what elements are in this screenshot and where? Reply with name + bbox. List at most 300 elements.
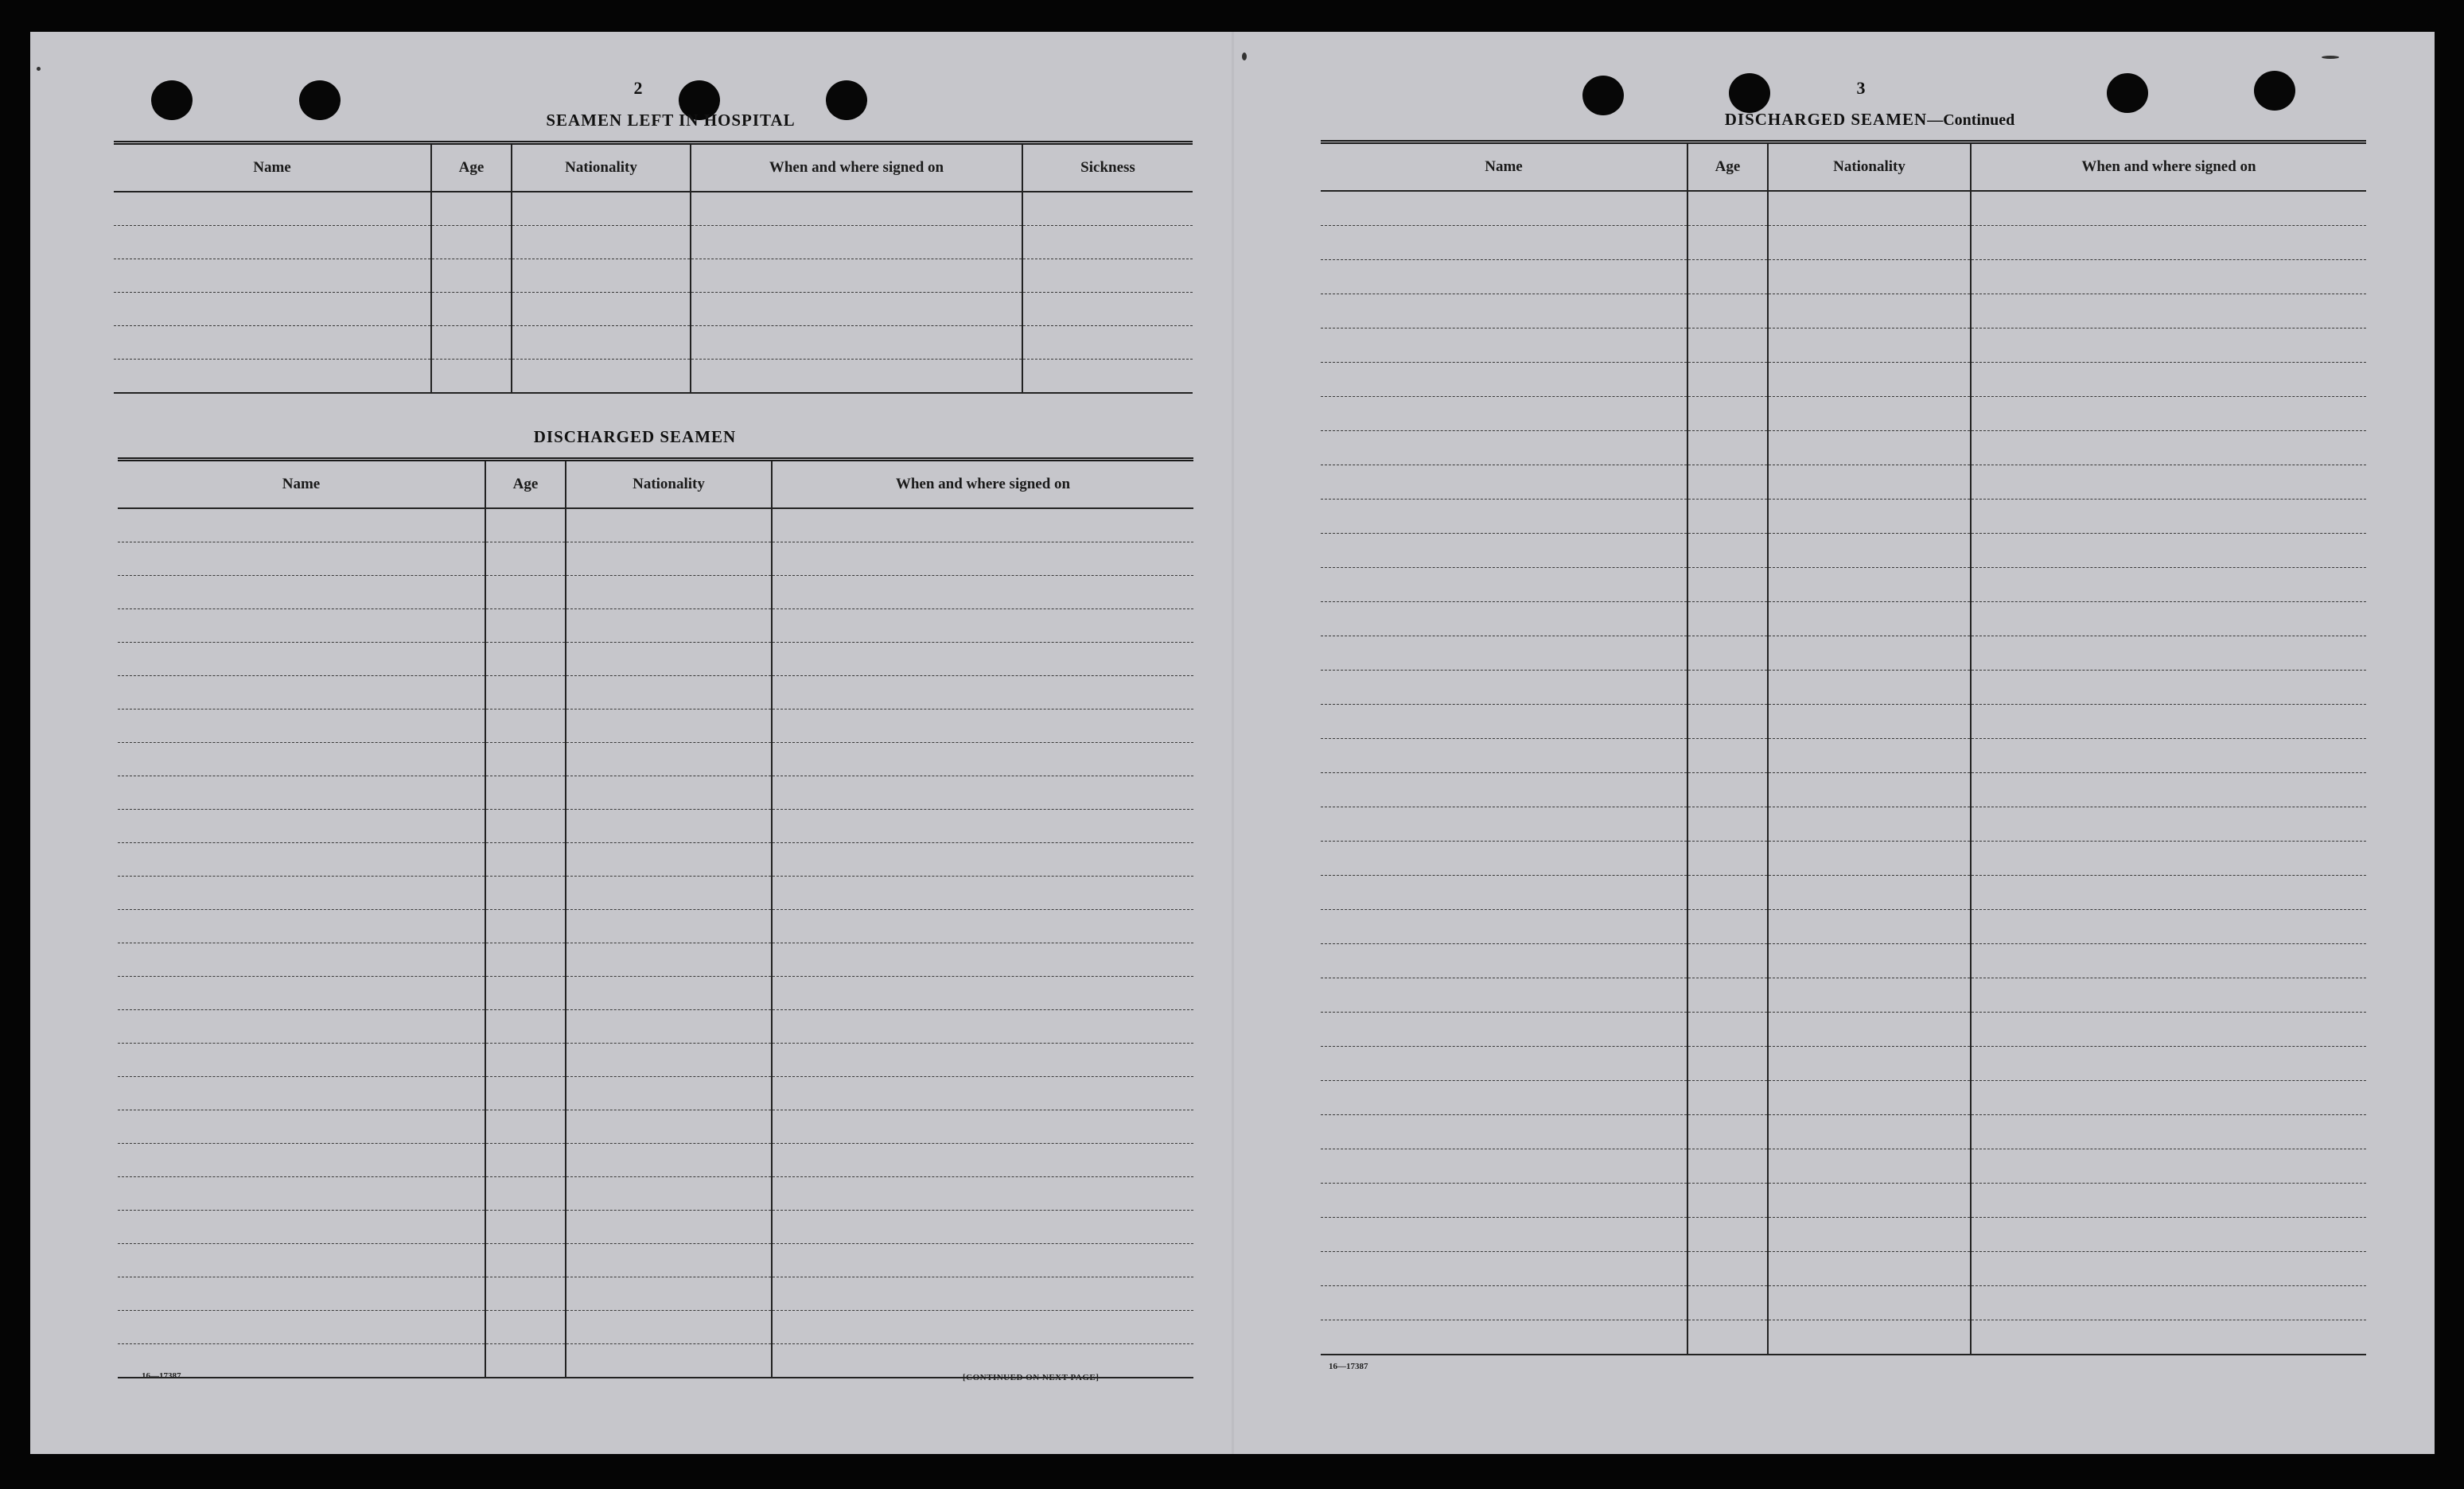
- table-row: [1321, 363, 2366, 397]
- table-cell: [1022, 326, 1193, 360]
- table-cell: [431, 259, 512, 293]
- table-cell: [1321, 807, 1687, 842]
- table-cell: [1971, 636, 2366, 671]
- table-row: [1321, 876, 2366, 910]
- table-cell: [772, 1044, 1193, 1077]
- table-cell: [772, 910, 1193, 943]
- table-cell: [118, 1311, 485, 1344]
- table-row: [118, 1211, 1193, 1244]
- table-cell: [772, 743, 1193, 776]
- table-cell: [118, 676, 485, 710]
- table-cell: [1687, 191, 1768, 226]
- table-cell: [566, 877, 772, 910]
- table-cell: [1971, 671, 2366, 705]
- table-row: [1321, 671, 2366, 705]
- table-cell: [485, 1244, 566, 1277]
- table-cell: [1687, 842, 1768, 876]
- table-cell: [485, 1044, 566, 1077]
- table-cell: [1971, 1320, 2366, 1355]
- table-cell: [485, 609, 566, 643]
- table-cell: [1768, 465, 1971, 500]
- table-cell: [118, 1277, 485, 1311]
- table-cell: [1687, 568, 1768, 602]
- table-cell: [512, 192, 691, 226]
- table-row: [1321, 1320, 2366, 1355]
- table-cell: [772, 776, 1193, 810]
- table-row: [118, 1244, 1193, 1277]
- table-cell: [1321, 431, 1687, 465]
- table-cell: [512, 326, 691, 360]
- table-cell: [1321, 191, 1687, 226]
- table-cell: [114, 226, 431, 259]
- discharged-continued-title: [1679, 110, 2061, 130]
- table-cell: [1687, 1013, 1768, 1047]
- table-cell: [431, 192, 512, 226]
- table-row: [1321, 807, 2366, 842]
- right-page: [1233, 32, 2435, 1454]
- table-cell: [1971, 500, 2366, 534]
- table-cell: [485, 1077, 566, 1110]
- table-row: [1321, 191, 2366, 226]
- table-cell: [1971, 842, 2366, 876]
- table-row: [1321, 1115, 2366, 1149]
- table-cell: [1768, 978, 1971, 1013]
- table-cell: [114, 326, 431, 360]
- table-row: [114, 360, 1193, 394]
- table-cell: [118, 1144, 485, 1177]
- table-row: [118, 1277, 1193, 1311]
- table-cell: [1321, 602, 1687, 636]
- table-cell: [1321, 1286, 1687, 1320]
- table-cell: [1687, 773, 1768, 807]
- table-cell: [1971, 944, 2366, 978]
- table-cell: [1768, 910, 1971, 944]
- table-cell: [772, 810, 1193, 843]
- table-cell: [691, 192, 1022, 226]
- table-cell: [1687, 910, 1768, 944]
- table-row: [118, 776, 1193, 810]
- table-row: [1321, 329, 2366, 363]
- punch-hole: [1729, 73, 1770, 113]
- discharged-table-right: [1321, 140, 2366, 1355]
- table-row: [118, 843, 1193, 877]
- table-cell: [1768, 260, 1971, 294]
- table-cell: [1687, 1218, 1768, 1252]
- table-cell: [1971, 876, 2366, 910]
- table-cell: [1687, 431, 1768, 465]
- table-cell: [1321, 534, 1687, 568]
- table-row: [1321, 534, 2366, 568]
- column-header-name: Name: [118, 460, 485, 509]
- table-cell: [1768, 534, 1971, 568]
- table-cell: [118, 1244, 485, 1277]
- table-cell: [772, 1244, 1193, 1277]
- table-cell: [566, 1244, 772, 1277]
- table-cell: [485, 643, 566, 676]
- table-cell: [1687, 1252, 1768, 1286]
- table-cell: [485, 1110, 566, 1144]
- table-cell: [566, 508, 772, 542]
- table-cell: [772, 576, 1193, 609]
- table-cell: [1971, 191, 2366, 226]
- table-cell: [1687, 294, 1768, 329]
- table-cell: [485, 1010, 566, 1044]
- table-cell: [772, 710, 1193, 743]
- table-cell: [566, 609, 772, 643]
- table-cell: [1768, 363, 1971, 397]
- discharged-table-left-body: [118, 508, 1193, 1378]
- column-header-nationality: Nationality: [512, 143, 691, 192]
- table-cell: [1022, 192, 1193, 226]
- table-cell: [1768, 773, 1971, 807]
- column-header-age: Age: [1687, 142, 1768, 192]
- table-cell: [1768, 568, 1971, 602]
- table-cell: [1768, 1218, 1971, 1252]
- table-cell: [1321, 568, 1687, 602]
- table-cell: [1971, 739, 2366, 773]
- form-number: 16—17387: [142, 1371, 181, 1381]
- table-row: [118, 910, 1193, 943]
- table-row: [118, 609, 1193, 643]
- table-cell: [691, 326, 1022, 360]
- table-cell: [1687, 602, 1768, 636]
- table-row: [118, 1077, 1193, 1110]
- table-cell: [1022, 226, 1193, 259]
- discharged-section-title: DISCHARGED SEAMEN: [533, 427, 737, 446]
- table-cell: [566, 743, 772, 776]
- table-cell: [1768, 944, 1971, 978]
- discharged-header-row: [118, 460, 1193, 509]
- table-cell: [485, 877, 566, 910]
- table-cell: [1768, 500, 1971, 534]
- table-cell: [485, 1177, 566, 1211]
- table-cell: [1321, 226, 1687, 260]
- table-cell: [1687, 978, 1768, 1013]
- table-cell: [1971, 978, 2366, 1013]
- table-cell: [1321, 500, 1687, 534]
- table-row: [118, 1044, 1193, 1077]
- hospital-header-row: [114, 143, 1193, 192]
- table-cell: [1768, 1047, 1971, 1081]
- table-cell: [1971, 602, 2366, 636]
- table-cell: [772, 508, 1193, 542]
- table-cell: [566, 643, 772, 676]
- table-row: [1321, 294, 2366, 329]
- column-header-age: Age: [485, 460, 566, 509]
- table-row: [118, 1177, 1193, 1211]
- column-header-sickness: Sickness: [1022, 143, 1193, 192]
- table-cell: [1687, 1184, 1768, 1218]
- table-row: [1321, 568, 2366, 602]
- table-cell: [772, 643, 1193, 676]
- table-cell: [1022, 259, 1193, 293]
- table-cell: [1971, 363, 2366, 397]
- left-page: [30, 32, 1233, 1454]
- table-cell: [566, 1311, 772, 1344]
- table-cell: [1687, 944, 1768, 978]
- table-cell: [485, 977, 566, 1010]
- table-cell: [431, 226, 512, 259]
- form-number: 16—17387: [1329, 1362, 1368, 1371]
- table-cell: [1022, 360, 1193, 394]
- table-cell: [512, 259, 691, 293]
- table-cell: [566, 1110, 772, 1144]
- table-cell: [566, 810, 772, 843]
- table-row: [114, 293, 1193, 326]
- table-cell: [1768, 636, 1971, 671]
- table-row: [118, 1311, 1193, 1344]
- table-cell: [1321, 1184, 1687, 1218]
- punch-hole: [299, 80, 341, 120]
- table-cell: [1321, 876, 1687, 910]
- table-cell: [1768, 294, 1971, 329]
- table-cell: [566, 576, 772, 609]
- page-number: 3: [1856, 78, 1866, 98]
- table-cell: [1321, 739, 1687, 773]
- table-cell: [1768, 1081, 1971, 1115]
- table-cell: [431, 326, 512, 360]
- table-cell: [1687, 705, 1768, 739]
- table-row: [1321, 705, 2366, 739]
- table-cell: [118, 542, 485, 576]
- table-cell: [485, 710, 566, 743]
- table-cell: [114, 192, 431, 226]
- table-cell: [566, 1177, 772, 1211]
- table-row: [118, 877, 1193, 910]
- table-cell: [1768, 1286, 1971, 1320]
- table-cell: [566, 1277, 772, 1311]
- table-cell: [485, 1211, 566, 1244]
- table-cell: [772, 943, 1193, 977]
- discharged-table-left: [118, 457, 1193, 1378]
- table-row: [118, 576, 1193, 609]
- table-cell: [566, 676, 772, 710]
- table-cell: [1321, 671, 1687, 705]
- table-cell: [485, 1277, 566, 1311]
- table-cell: [1687, 671, 1768, 705]
- title-suffix: —Continued: [1927, 111, 2015, 129]
- table-row: [118, 710, 1193, 743]
- table-row: [118, 1010, 1193, 1044]
- table-cell: [1687, 226, 1768, 260]
- table-cell: [1768, 807, 1971, 842]
- table-cell: [1321, 1047, 1687, 1081]
- table-cell: [485, 776, 566, 810]
- table-cell: [485, 1311, 566, 1344]
- table-cell: [1321, 260, 1687, 294]
- table-row: [118, 943, 1193, 977]
- table-cell: [118, 710, 485, 743]
- document-sheet: [30, 32, 2435, 1454]
- table-cell: [431, 293, 512, 326]
- table-cell: [1768, 1013, 1971, 1047]
- table-cell: [485, 810, 566, 843]
- table-cell: [118, 1211, 485, 1244]
- table-cell: [118, 843, 485, 877]
- table-cell: [1768, 1149, 1971, 1184]
- table-cell: [1321, 842, 1687, 876]
- table-cell: [1971, 534, 2366, 568]
- table-cell: [1321, 1081, 1687, 1115]
- table-cell: [1768, 431, 1971, 465]
- table-cell: [691, 259, 1022, 293]
- table-cell: [566, 1010, 772, 1044]
- table-row: [1321, 260, 2366, 294]
- table-cell: [431, 360, 512, 394]
- table-cell: [1768, 1320, 1971, 1355]
- table-cell: [118, 1010, 485, 1044]
- ink-speck: [1242, 52, 1247, 60]
- column-header-age: Age: [431, 143, 512, 192]
- table-cell: [1768, 842, 1971, 876]
- table-cell: [566, 1077, 772, 1110]
- table-cell: [114, 293, 431, 326]
- table-cell: [118, 1177, 485, 1211]
- table-cell: [1687, 1320, 1768, 1355]
- table-cell: [1768, 1115, 1971, 1149]
- table-cell: [485, 576, 566, 609]
- table-cell: [1971, 1184, 2366, 1218]
- table-cell: [566, 943, 772, 977]
- table-cell: [1321, 944, 1687, 978]
- punch-hole: [151, 80, 193, 120]
- hospital-section-title: SEAMEN LEFT IN HOSPITAL: [546, 111, 796, 130]
- table-cell: [1971, 568, 2366, 602]
- table-row: [1321, 431, 2366, 465]
- table-cell: [1321, 705, 1687, 739]
- table-row: [1321, 636, 2366, 671]
- table-cell: [1687, 534, 1768, 568]
- table-cell: [1321, 1320, 1687, 1355]
- page-number: 2: [633, 78, 643, 98]
- table-cell: [118, 943, 485, 977]
- table-cell: [485, 542, 566, 576]
- column-header-signed-on: When and where signed on: [772, 460, 1193, 509]
- table-cell: [1971, 465, 2366, 500]
- table-row: [118, 810, 1193, 843]
- table-cell: [118, 1044, 485, 1077]
- punch-hole: [2254, 71, 2295, 111]
- table-cell: [772, 1077, 1193, 1110]
- table-cell: [1321, 465, 1687, 500]
- table-cell: [691, 293, 1022, 326]
- table-cell: [118, 1077, 485, 1110]
- table-cell: [566, 910, 772, 943]
- table-cell: [1687, 363, 1768, 397]
- table-cell: [566, 1211, 772, 1244]
- table-cell: [772, 977, 1193, 1010]
- table-cell: [1768, 191, 1971, 226]
- table-row: [118, 508, 1193, 542]
- table-cell: [566, 977, 772, 1010]
- table-row: [1321, 397, 2366, 431]
- table-cell: [118, 609, 485, 643]
- table-cell: [118, 643, 485, 676]
- table-cell: [1321, 294, 1687, 329]
- hospital-table-body: [114, 192, 1193, 393]
- table-cell: [1971, 329, 2366, 363]
- discharged-header-row: [1321, 142, 2366, 192]
- table-row: [1321, 1252, 2366, 1286]
- table-cell: [1768, 1252, 1971, 1286]
- table-cell: [1971, 1115, 2366, 1149]
- table-cell: [1687, 260, 1768, 294]
- table-row: [1321, 1218, 2366, 1252]
- table-cell: [1768, 876, 1971, 910]
- table-cell: [485, 943, 566, 977]
- ink-speck: [37, 67, 41, 71]
- table-cell: [1687, 1115, 1768, 1149]
- table-cell: [1321, 1149, 1687, 1184]
- table-cell: [1971, 260, 2366, 294]
- table-cell: [1321, 978, 1687, 1013]
- table-cell: [1687, 1286, 1768, 1320]
- table-row: [1321, 1081, 2366, 1115]
- table-cell: [1768, 671, 1971, 705]
- table-row: [1321, 500, 2366, 534]
- table-cell: [118, 977, 485, 1010]
- table-cell: [1971, 1218, 2366, 1252]
- table-cell: [1971, 910, 2366, 944]
- table-cell: [1687, 876, 1768, 910]
- table-cell: [1687, 1081, 1768, 1115]
- table-cell: [512, 226, 691, 259]
- table-cell: [1768, 397, 1971, 431]
- column-header-name: Name: [114, 143, 431, 192]
- table-row: [114, 192, 1193, 226]
- table-row: [1321, 226, 2366, 260]
- punch-hole: [1582, 76, 1624, 115]
- table-cell: [485, 743, 566, 776]
- table-cell: [772, 1010, 1193, 1044]
- table-cell: [485, 1344, 566, 1378]
- table-cell: [485, 676, 566, 710]
- table-cell: [772, 1144, 1193, 1177]
- table-cell: [1768, 329, 1971, 363]
- table-cell: [1321, 910, 1687, 944]
- table-cell: [566, 542, 772, 576]
- table-row: [1321, 465, 2366, 500]
- table-cell: [485, 843, 566, 877]
- table-cell: [772, 1211, 1193, 1244]
- discharged-table-right-body: [1321, 191, 2366, 1355]
- table-cell: [1971, 397, 2366, 431]
- hospital-table: [114, 141, 1193, 394]
- table-cell: [1321, 1115, 1687, 1149]
- ink-speck: [2322, 56, 2339, 59]
- table-cell: [1971, 1252, 2366, 1286]
- table-cell: [566, 710, 772, 743]
- table-cell: [485, 910, 566, 943]
- table-cell: [118, 877, 485, 910]
- table-row: [1321, 1149, 2366, 1184]
- table-cell: [118, 576, 485, 609]
- table-row: [1321, 739, 2366, 773]
- table-row: [118, 676, 1193, 710]
- table-cell: [1971, 1081, 2366, 1115]
- table-cell: [1687, 500, 1768, 534]
- table-cell: [772, 1110, 1193, 1144]
- table-cell: [772, 1311, 1193, 1344]
- table-cell: [1022, 293, 1193, 326]
- column-header-signed-on: When and where signed on: [1971, 142, 2366, 192]
- table-cell: [485, 508, 566, 542]
- table-row: [118, 542, 1193, 576]
- table-row: [1321, 1047, 2366, 1081]
- table-cell: [1687, 465, 1768, 500]
- table-cell: [1971, 226, 2366, 260]
- table-cell: [1768, 705, 1971, 739]
